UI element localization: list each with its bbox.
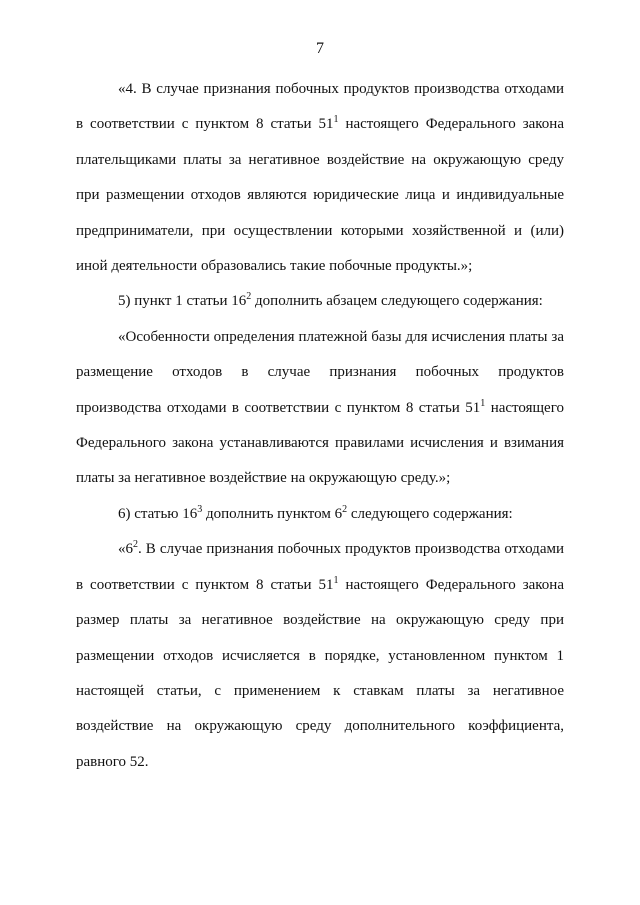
text-span: . В случае признания побочных продуктов производства отходами [138, 541, 564, 558]
text-line [76, 568, 564, 603]
text-line: воздействие на окружающую среду дополнительного коэффициента, [76, 718, 564, 735]
text-line: «4. В случае признания побочных продуктов производства отходами [118, 81, 564, 97]
text-line: иной деятельности образовались такие побочные продукты.»; [76, 258, 473, 275]
text-line: Федерального закона устанавливаются правилами исчисления и взимания [76, 435, 564, 452]
text-span: настоящего [485, 399, 564, 416]
superscript: 2 [246, 291, 252, 303]
text-line [76, 532, 564, 567]
paragraph-item-5 [76, 284, 564, 319]
superscript: 1 [333, 574, 339, 586]
paragraph-payment-base [76, 320, 564, 497]
text-span: в соответствии с пунктом 8 статьи 51 [76, 576, 334, 593]
text-span: производства отходами в соответствии с пунктом 8 статьи 51 [76, 399, 481, 416]
text-line: размещении отходов исчисляется в порядке, установленном пунктом 1 [76, 647, 564, 664]
text-line: при размещении отходов являются юридические лица и индивидуальные [76, 187, 564, 204]
document-body [76, 72, 564, 780]
text-span: в соответствии с пунктом 8 статьи 51 [76, 116, 334, 133]
text-span: 6) статью 16 [118, 505, 198, 522]
text-line: настоящей статьи, с применением к ставкам платы за негативное [76, 682, 564, 699]
superscript: 2 [133, 539, 138, 551]
text-line: «Особенности определения платежной базы для исчисления платы за [118, 328, 564, 345]
text-line [76, 391, 564, 426]
superscript: 2 [342, 503, 348, 515]
text-line: предприниматели, при осуществлении которыми хозяйственной и (или) [76, 222, 564, 239]
text-span: дополнить пунктом 6 [202, 505, 343, 522]
text-span: «6 [118, 541, 133, 558]
text-line: платы за негативное воздействие на окружающую среду.»; [76, 470, 451, 487]
text-line [76, 107, 564, 142]
text-span: настоящего Федерального закона [338, 576, 564, 593]
text-span: следующего содержания: [347, 505, 513, 522]
text-span: 5) пункт 1 статьи 16 [118, 293, 247, 310]
superscript: 1 [480, 397, 486, 409]
text-span: дополнить абзацем следующего содержания: [251, 293, 543, 310]
text-line: размещение отходов в случае признания побочных продуктов [76, 364, 564, 381]
text-line: плательщиками платы за негативное воздействие на окружающую среду [76, 151, 564, 168]
superscript: 3 [197, 503, 203, 515]
paragraph-6-2-payment-size [76, 532, 564, 780]
text-line: равного 52. [76, 753, 149, 770]
paragraph-item-6 [76, 497, 564, 532]
text-span: настоящего Федерального закона [338, 116, 564, 133]
paragraph-4-definition [76, 72, 564, 284]
text-line: размер платы за негативное воздействие на окружающую среду при [76, 612, 564, 629]
page-number: 7 [316, 40, 324, 57]
superscript: 1 [333, 114, 339, 126]
